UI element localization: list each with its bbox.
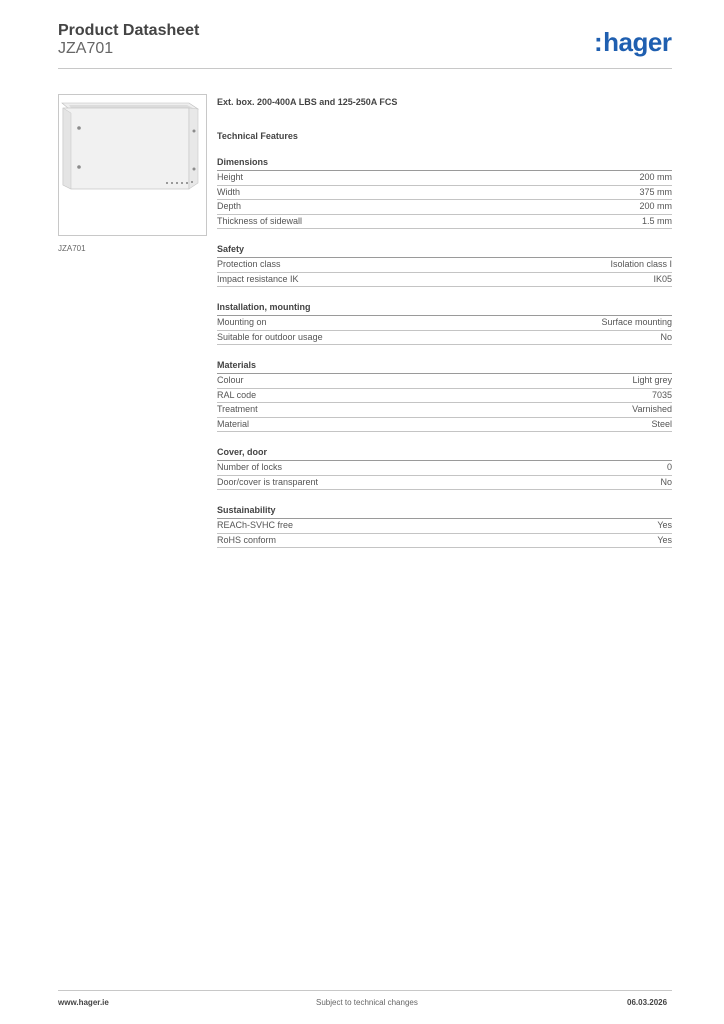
spec-value: 0 <box>666 462 672 472</box>
spec-row <box>217 273 672 288</box>
spec-value: No <box>660 331 672 342</box>
product-image <box>58 94 207 236</box>
spec-label: Colour <box>217 375 244 385</box>
spec-value: Isolation class I <box>610 259 672 269</box>
spec-value: No <box>660 476 672 487</box>
spec-label: REACh-SVHC free <box>217 520 294 530</box>
logo-colon: : <box>594 27 603 57</box>
spec-value: Varnished <box>632 404 672 414</box>
spec-label: Treatment <box>217 404 258 414</box>
header-divider <box>58 68 672 69</box>
image-caption: JZA701 <box>58 244 86 253</box>
spec-row <box>217 215 672 230</box>
spec-row <box>217 403 672 418</box>
spec-label: Impact resistance IK <box>217 273 299 284</box>
spec-value: IK05 <box>653 273 672 284</box>
document-title: Product Datasheet <box>58 22 200 39</box>
spec-row <box>217 519 672 534</box>
logo-text: hager <box>603 27 672 57</box>
spec-row <box>217 258 672 273</box>
section-installation <box>217 301 672 345</box>
section-materials <box>217 359 672 432</box>
section-title: Safety <box>217 243 672 258</box>
enclosure-box-illustration <box>59 95 206 235</box>
spec-row <box>217 316 672 331</box>
spec-label: Width <box>217 186 241 197</box>
section-safety <box>217 243 672 287</box>
technical-features-title: Technical Features <box>217 131 298 141</box>
spec-row <box>217 171 672 186</box>
footer-website: www.hager.ie <box>58 998 109 1007</box>
footer-date: 06.03.2026 <box>627 998 668 1007</box>
product-details <box>217 96 672 548</box>
section-title: Cover, door <box>217 446 672 461</box>
spec-value: 200 mm <box>639 172 672 182</box>
section-title: Dimensions <box>217 156 672 171</box>
spec-value: Light grey <box>632 375 672 385</box>
section-sustainability <box>217 504 672 548</box>
spec-row <box>217 374 672 389</box>
spec-value: 375 mm <box>639 186 672 197</box>
spec-value: 7035 <box>651 389 672 400</box>
spec-row <box>217 461 672 476</box>
section-title: Materials <box>217 359 672 374</box>
spec-label: Door/cover is transparent <box>217 476 319 487</box>
spec-value: 1.5 mm <box>641 215 672 226</box>
spec-row <box>217 331 672 346</box>
spec-label: Number of locks <box>217 462 283 472</box>
spec-row <box>217 389 672 404</box>
spec-label: Suitable for outdoor usage <box>217 331 323 342</box>
document-header <box>58 22 199 58</box>
spec-value: Yes <box>657 534 672 545</box>
section-dimensions <box>217 156 672 229</box>
spec-row <box>217 476 672 491</box>
product-code: JZA701 <box>58 40 114 57</box>
product-name: Ext. box. 200-400A LBS and 125-250A FCS <box>217 97 398 107</box>
spec-label: Protection class <box>217 259 281 269</box>
spec-label: Depth <box>217 201 242 211</box>
spec-row <box>217 200 672 215</box>
spec-row <box>217 534 672 549</box>
section-title: Sustainability <box>217 504 672 519</box>
section-cover-door <box>217 446 672 490</box>
spec-label: Mounting on <box>217 317 267 327</box>
hager-logo <box>594 28 671 56</box>
spec-value: Yes <box>657 520 672 530</box>
spec-label: Height <box>217 172 244 182</box>
spec-row <box>217 186 672 201</box>
footer-divider <box>58 990 672 991</box>
footer-note: Subject to technical changes <box>316 998 418 1007</box>
spec-label: Thickness of sidewall <box>217 215 303 226</box>
spec-label: Material <box>217 418 250 429</box>
spec-value: Surface mounting <box>601 317 672 327</box>
spec-label: RoHS conform <box>217 534 277 545</box>
spec-value: Steel <box>651 418 672 429</box>
spec-label: RAL code <box>217 389 257 400</box>
spec-value: 200 mm <box>639 201 672 211</box>
section-title: Installation, mounting <box>217 301 672 316</box>
spec-row <box>217 418 672 433</box>
